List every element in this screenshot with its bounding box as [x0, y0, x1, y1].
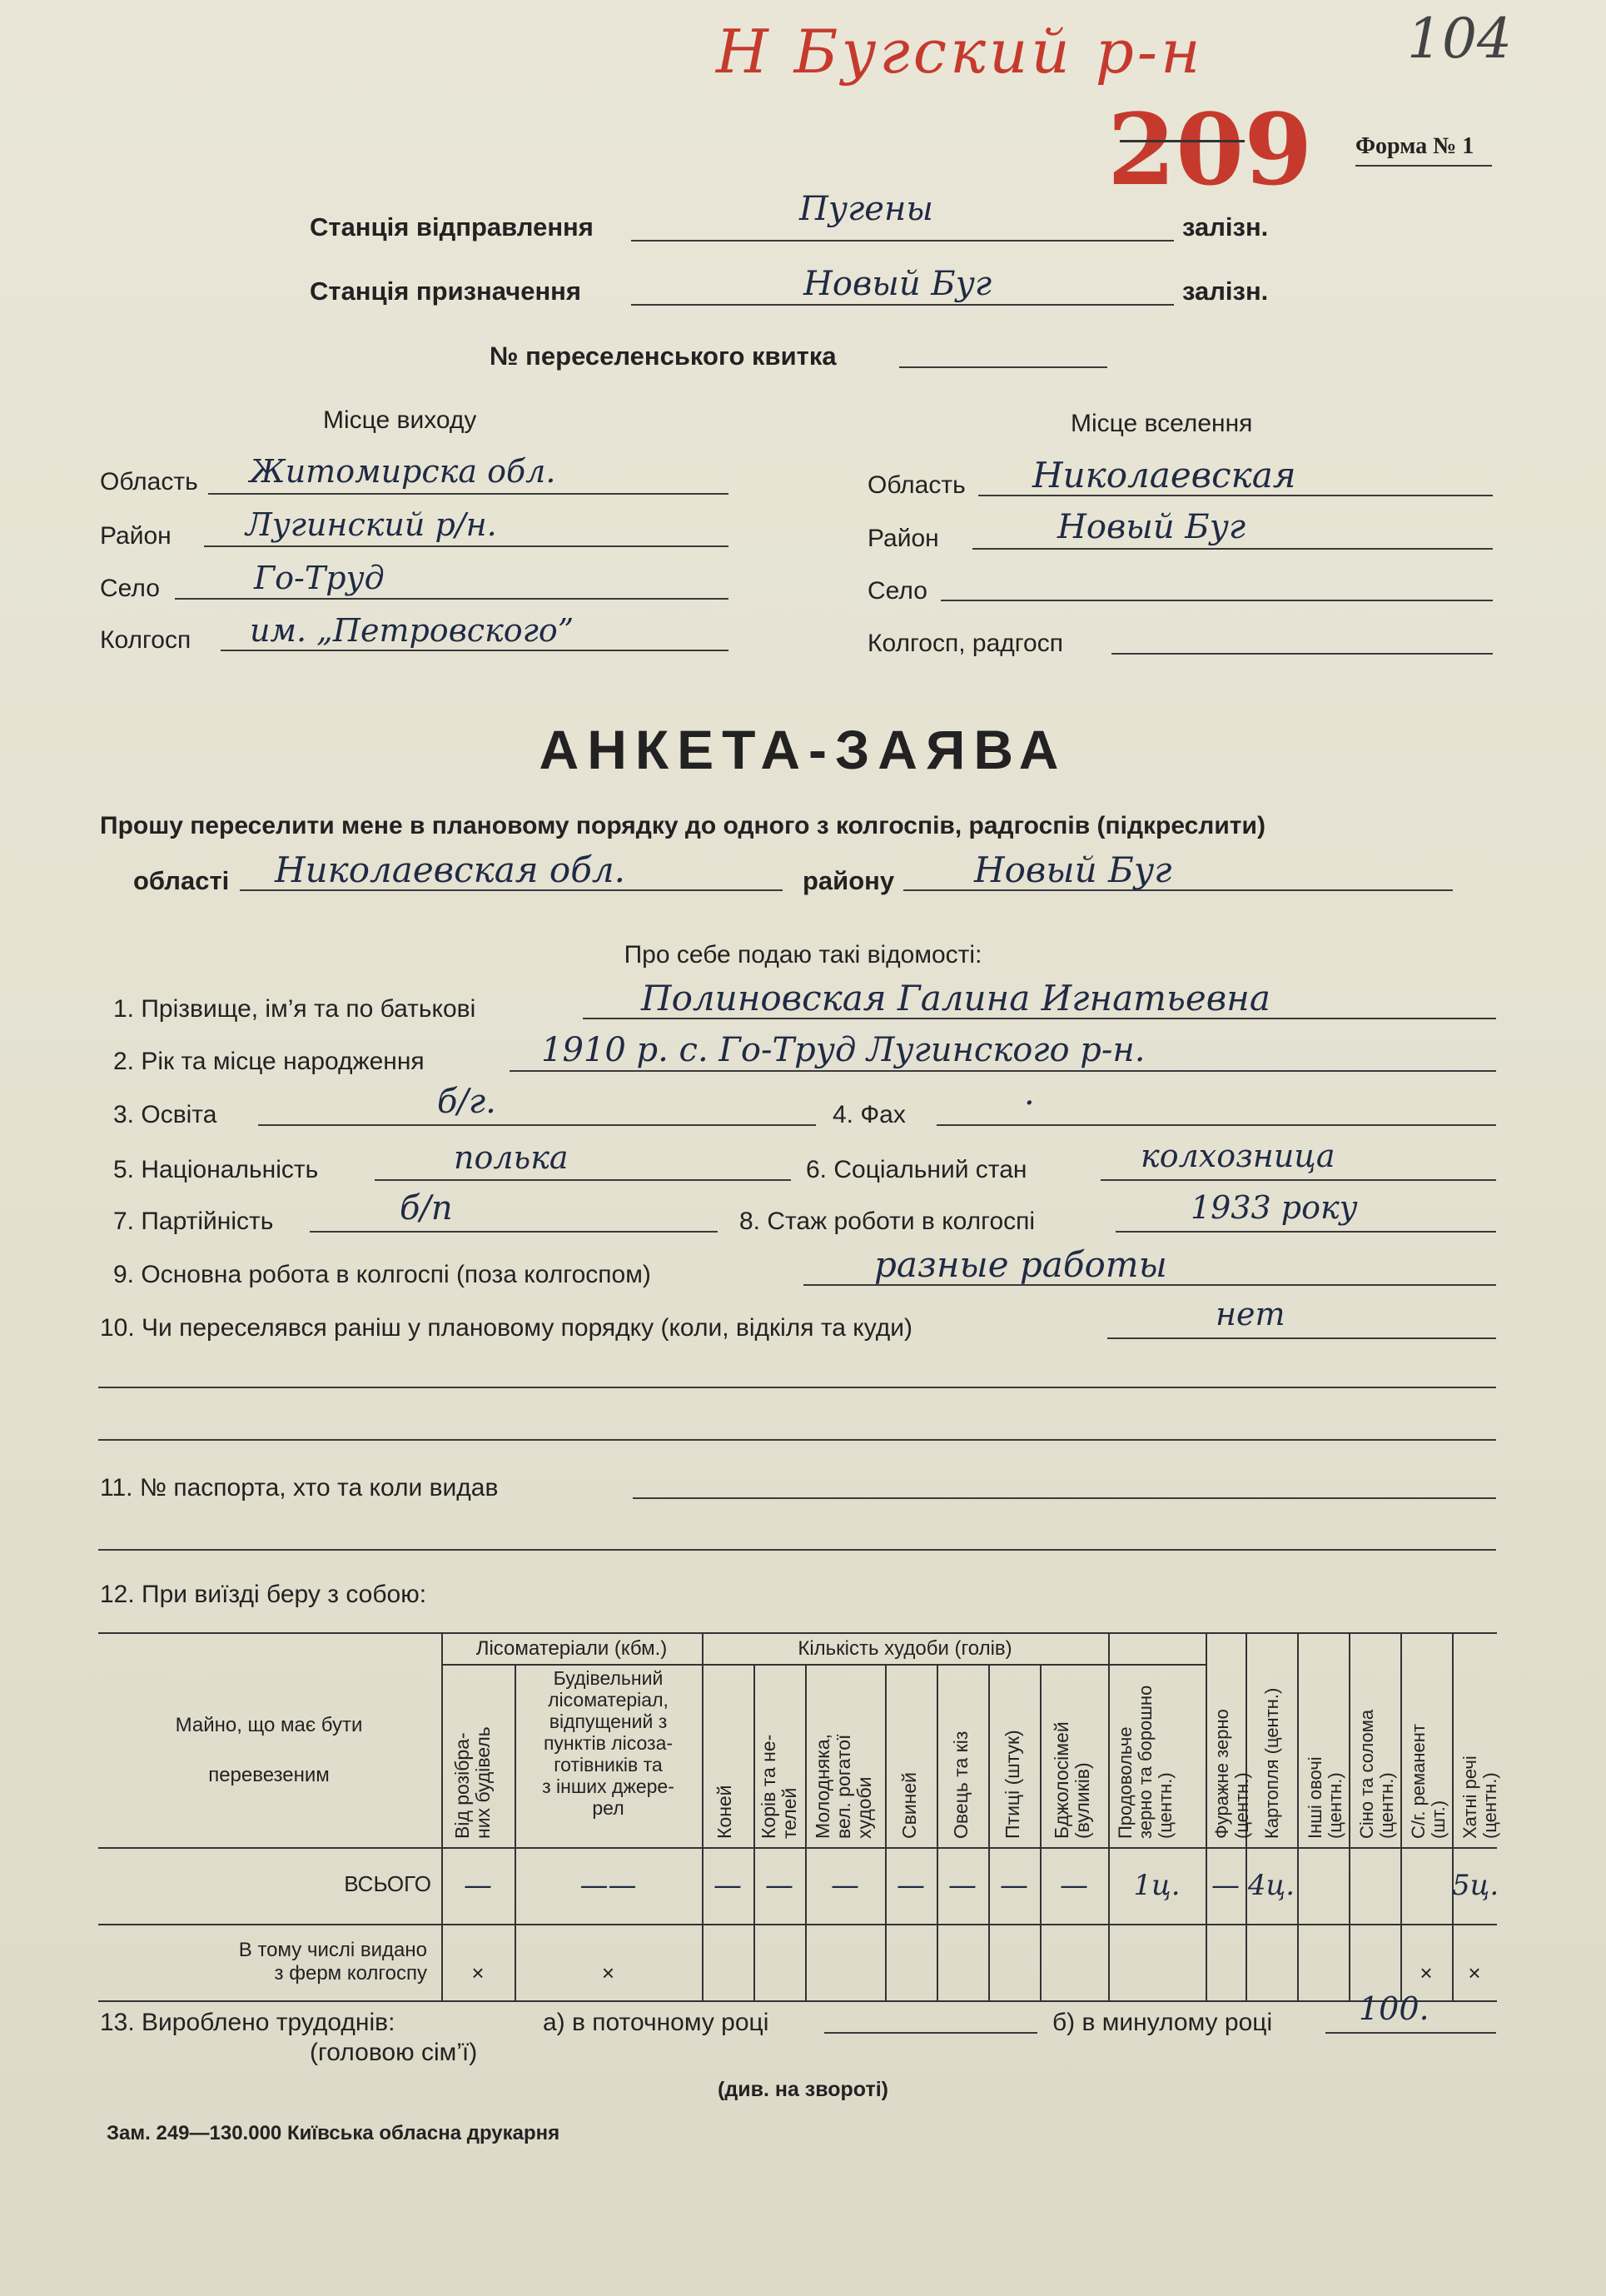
request-line: Прошу переселити мене в плановому порядку до одного з колгоспів, радгоспів (підкреслити): [100, 812, 1265, 839]
field-4-value: ·: [1024, 1084, 1035, 1123]
ticket-label: № переселенського квитка: [490, 341, 837, 371]
col-divider: [1400, 1634, 1402, 2000]
dest-raion-line: [972, 548, 1493, 550]
red-number-strike: [1120, 140, 1245, 142]
origin-selo-label: Село: [100, 575, 160, 602]
field-1-value: Полиновская Галина Игнатьевна: [641, 978, 1270, 1019]
col-demolished-header: Від розібра- них будівель: [451, 1726, 494, 1839]
row-total-label: ВСЬОГО: [344, 1871, 431, 1896]
field-6-value: колхозница: [1141, 1138, 1335, 1174]
col-lumber-header: Будівельний лісоматеріал, відпущений з пунктів лісоза- готівників та з інших джере- рел: [542, 1667, 674, 1819]
belongings-table: [98, 1632, 1500, 2002]
field-8-line: [1116, 1231, 1496, 1233]
origin-oblast-value: Житомирска обл.: [250, 453, 556, 490]
table-row-divider: [98, 1924, 1497, 1925]
table-cell: —: [1211, 1869, 1240, 1902]
col-divider: [441, 1634, 443, 2000]
col-household-header: Хатні речі (центн.): [1459, 1756, 1500, 1839]
origin-raion-line: [204, 545, 728, 547]
field-11-line-2: [98, 1549, 1496, 1551]
ticket-line: [899, 366, 1107, 368]
destination-line: [631, 304, 1174, 306]
table-cell: 1ц.: [1133, 1869, 1181, 1902]
field-2-label: 2. Рік та місце народження: [113, 1048, 425, 1075]
request-raion-value: Новый Буг: [974, 849, 1172, 890]
origin-kolhosp-line: [221, 650, 728, 651]
table-cell: ×: [601, 1960, 615, 1985]
field-10-value: нет: [1216, 1296, 1285, 1332]
top-number: 104: [1407, 7, 1512, 71]
dest-selo-line: [941, 600, 1493, 601]
origin-oblast-label: Область: [100, 468, 198, 496]
origin-raion-label: Район: [100, 522, 172, 550]
destination-heading: Місце вселення: [1071, 410, 1253, 437]
dest-raion-label: Район: [868, 525, 939, 552]
col-young-header: Молодняка, вел. рогатої худоби: [812, 1734, 875, 1839]
col-divider: [805, 1664, 807, 2000]
dest-kolhosp-line: [1111, 653, 1493, 655]
table-cell: —: [464, 1869, 492, 1902]
table-cell: ×: [1468, 1960, 1481, 1985]
destination-value: Новый Буг: [803, 265, 992, 303]
dest-kolhosp-label: Колгосп, радгосп: [868, 630, 1063, 657]
field-8-label: 8. Стаж роботи в колгоспі: [739, 1208, 1036, 1235]
field-2-line: [510, 1070, 1496, 1072]
field-5-line: [375, 1179, 791, 1181]
table-header-bottom: [98, 1847, 1497, 1849]
table-cell: —: [948, 1869, 977, 1902]
field-6-line: [1101, 1179, 1496, 1181]
request-oblast-value: Николаевская обл.: [275, 849, 625, 890]
big-red-number: 209: [1107, 92, 1313, 207]
origin-selo-value: Го-Труд: [254, 560, 385, 596]
departure-line: [631, 240, 1174, 242]
col-divider: [1297, 1634, 1299, 2000]
table-cell: —: [897, 1869, 925, 1902]
workdays-previous-label: б) в минулому році: [1052, 2009, 1273, 2036]
table-cell: 5ц.: [1452, 1869, 1499, 1902]
field-5-label: 5. Національність: [113, 1156, 319, 1183]
col-bees-header: Бджолосімей (вуликів): [1051, 1721, 1093, 1839]
dest-selo-label: Село: [868, 577, 927, 605]
form-title: АНКЕТА-ЗАЯВА: [539, 719, 1067, 780]
col-divider: [1040, 1664, 1042, 2000]
col-divider: [885, 1664, 887, 2000]
col-divider: [988, 1664, 990, 2000]
property-header: Майно, що має бути перевезеним: [175, 1714, 363, 1786]
field-7-line: [310, 1231, 718, 1233]
origin-heading: Місце виходу: [323, 406, 477, 434]
col-cows-header: Корів та не- телей: [758, 1734, 800, 1839]
workdays-previous-value: 100.: [1359, 1990, 1429, 2027]
field-1-label: 1. Прізвище, ім’я та по батькові: [113, 995, 476, 1023]
field-6-label: 6. Соціальний стан: [806, 1156, 1027, 1183]
field-9-value: разные работы: [874, 1244, 1167, 1285]
col-divider: [1452, 1634, 1454, 2000]
col-fodder-header: Фуражне зерно (центн.): [1211, 1709, 1252, 1839]
field-10-line: [1107, 1337, 1496, 1339]
field-9-label: 9. Основна робота в колгоспі (поза колгоспом): [113, 1261, 651, 1288]
request-oblast-label: області: [133, 866, 230, 895]
col-horses-header: Коней: [714, 1785, 735, 1839]
departure-rail: залізн.: [1182, 212, 1269, 242]
field-4-label: 4. Фах: [833, 1101, 906, 1128]
field-10-label: 10. Чи переселявся раніш у плановому порядку (коли, відкіля та куди): [100, 1314, 913, 1342]
field-10-line-2: [98, 1387, 1496, 1388]
origin-oblast-line: [208, 493, 728, 495]
table-cell: —: [765, 1869, 793, 1902]
table-cell: —: [714, 1869, 742, 1902]
field-4-line: [937, 1124, 1496, 1126]
lumber-group-header: Лісоматеріали (кбм.): [475, 1637, 668, 1660]
dest-raion-value: Новый Буг: [1057, 508, 1246, 546]
livestock-group-header: Кількість худоби (голів): [798, 1637, 1012, 1660]
col-divider: [1349, 1634, 1350, 2000]
origin-raion-value: Лугинский р/н.: [246, 506, 497, 543]
col-veg-header: Інші овочі (центн.): [1305, 1756, 1345, 1839]
field-10-line-3: [98, 1439, 1496, 1441]
field-7-label: 7. Партійність: [113, 1208, 274, 1235]
form-number-underline: [1355, 165, 1492, 167]
col-divider: [937, 1664, 938, 2000]
field-2-value: 1910 р. с. Го-Труд Лугинского р-н.: [541, 1031, 1146, 1069]
origin-kolhosp-label: Колгосп: [100, 626, 191, 654]
col-divider: [515, 1664, 516, 2000]
about-heading: Про себе подаю такі відомості:: [624, 941, 982, 969]
dest-oblast-value: Николаевская: [1032, 455, 1296, 496]
table-cell: ×: [1420, 1960, 1433, 1985]
row-farm-label: В тому числі видано з ферм колгоспу: [238, 1939, 427, 1985]
table-cell: —: [831, 1869, 859, 1902]
table-cell: ——: [579, 1869, 637, 1902]
field-11-line: [633, 1497, 1496, 1499]
field-3-value: б/г.: [437, 1083, 496, 1121]
form-number: Форма № 1: [1355, 133, 1474, 159]
workdays-sub: (головою сім’ї): [310, 2039, 478, 2066]
workdays-label: 13. Вироблено трудоднів:: [100, 2009, 395, 2036]
destination-rail: залізн.: [1182, 276, 1269, 306]
printer-line: Зам. 249—130.000 Київська обласна друкарня: [107, 2122, 560, 2144]
field-11-label: 11. № паспорта, хто та коли видав: [100, 1474, 499, 1502]
top-red-note: Н Бугский р-н: [716, 17, 1204, 87]
destination-label: Станція призначення: [310, 276, 581, 306]
col-divider: [702, 1634, 704, 2000]
table-cell: ×: [471, 1960, 485, 1985]
workdays-current-label: а) в поточному році: [543, 2009, 769, 2036]
col-potato-header: Картопля (центн.): [1261, 1687, 1282, 1839]
col-birds-header: Птиці (штук): [1002, 1730, 1023, 1839]
col-hay-header: Сіно та солома (центн.): [1356, 1709, 1397, 1839]
field-3-line: [258, 1124, 816, 1126]
origin-selo-line: [175, 598, 728, 600]
col-divider: [753, 1664, 755, 2000]
table-group-divider: [441, 1664, 1206, 1666]
field-5-value: полька: [454, 1139, 569, 1176]
col-pigs-header: Свиней: [898, 1771, 920, 1839]
field-12-label: 12. При виїзді беру з собою:: [100, 1581, 427, 1608]
col-divider: [1108, 1634, 1110, 2000]
workdays-previous-line: [1325, 2032, 1496, 2034]
origin-kolhosp-value: им. „Петровского”: [250, 612, 574, 649]
col-sheep-header: Овець та кіз: [950, 1731, 972, 1839]
col-divider: [1206, 1634, 1207, 2000]
table-cell: 4ц.: [1247, 1869, 1295, 1902]
request-raion-label: району: [803, 866, 895, 895]
table-cell: —: [1000, 1869, 1028, 1902]
field-8-value: 1933 року: [1191, 1189, 1358, 1226]
dest-oblast-label: Область: [868, 471, 966, 499]
departure-label: Станція відправлення: [310, 212, 594, 242]
col-grain-header: Продовольче зерно та борошно (центн.): [1115, 1685, 1176, 1839]
departure-value: Пугены: [799, 190, 933, 228]
field-7-value: б/п: [400, 1189, 453, 1228]
workdays-current-line: [824, 2032, 1037, 2034]
col-tools-header: С/г. ремaнент (шт.): [1408, 1723, 1449, 1839]
field-3-label: 3. Освіта: [113, 1101, 217, 1128]
reverse-note: (див. на звороті): [718, 2078, 888, 2101]
table-cell: —: [1060, 1869, 1088, 1902]
